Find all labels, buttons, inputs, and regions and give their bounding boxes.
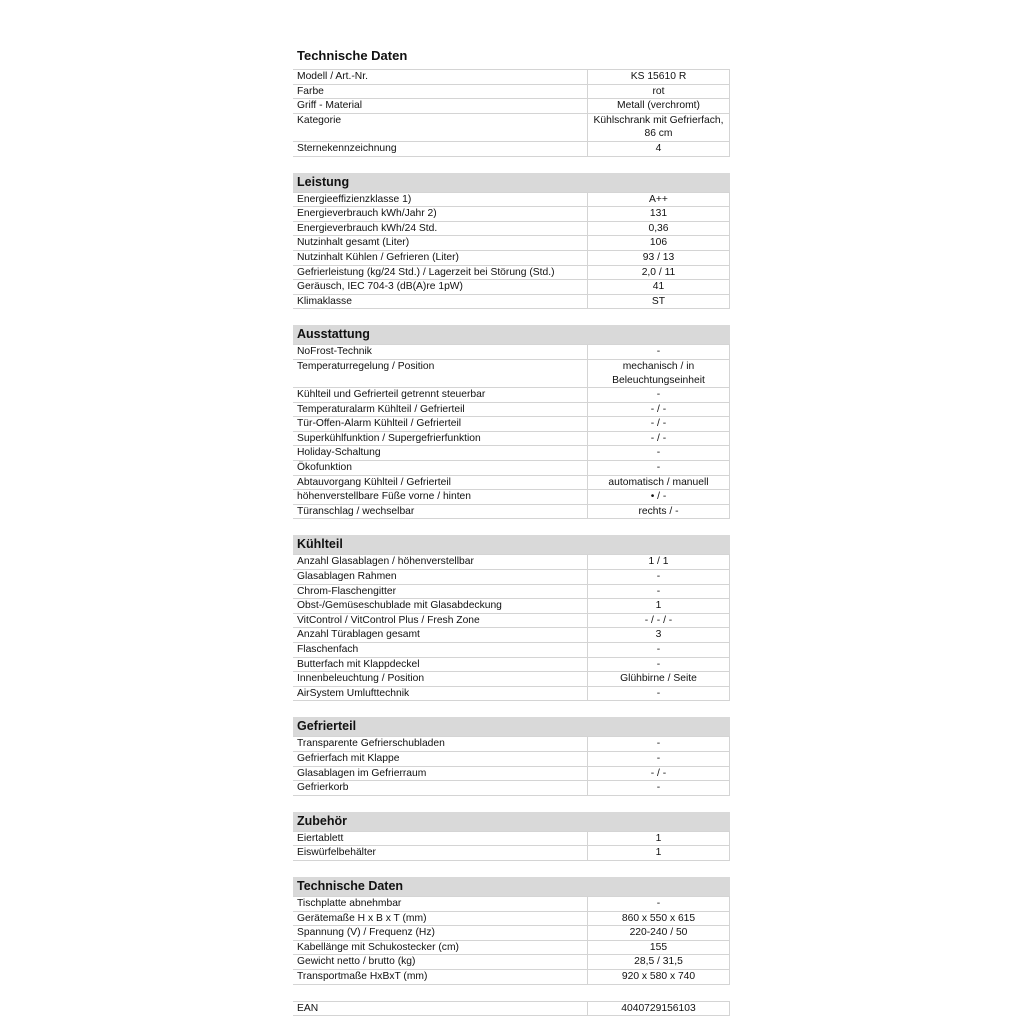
row-value: rot: [588, 84, 730, 99]
row-value: 106: [588, 236, 730, 251]
row-label: Eiertablett: [293, 831, 588, 846]
row-label: Griff - Material: [293, 99, 588, 114]
row-label: Transparente Gefrierschubladen: [293, 737, 588, 752]
spec-table: [293, 554, 730, 701]
table-row: [293, 236, 730, 251]
row-label: Nutzinhalt gesamt (Liter): [293, 236, 588, 251]
ean-value: 4040729156103: [588, 1001, 730, 1016]
row-label: Temperaturregelung / Position: [293, 359, 588, 387]
section-3: [293, 535, 730, 701]
row-label: Türanschlag / wechselbar: [293, 504, 588, 519]
row-label: Nutzinhalt Kühlen / Gefrieren (Liter): [293, 250, 588, 265]
row-value: -: [588, 751, 730, 766]
spec-table: [293, 69, 730, 157]
table-row: [293, 766, 730, 781]
section-heading: Zubehör: [293, 812, 730, 831]
row-label: Chrom-Flaschengitter: [293, 584, 588, 599]
section-5: [293, 812, 730, 861]
row-value: • / -: [588, 490, 730, 505]
table-row: [293, 643, 730, 658]
row-value: -: [588, 657, 730, 672]
table-row: [293, 141, 730, 156]
table-row: [293, 657, 730, 672]
row-label: Flaschenfach: [293, 643, 588, 658]
table-row: [293, 911, 730, 926]
table-row: [293, 475, 730, 490]
row-label: Farbe: [293, 84, 588, 99]
row-label: NoFrost-Technik: [293, 345, 588, 360]
row-value: mechanisch / in Beleuchtungseinheit: [588, 359, 730, 387]
table-row: [293, 207, 730, 222]
row-label: höhenverstellbare Füße vorne / hinten: [293, 490, 588, 505]
page-title: Technische Daten: [297, 48, 408, 63]
table-row: [293, 955, 730, 970]
table-row: [293, 751, 730, 766]
section-heading: Technische Daten: [293, 877, 730, 896]
row-label: Energieverbrauch kWh/Jahr 2): [293, 207, 588, 222]
table-row: [293, 192, 730, 207]
table-row: [293, 846, 730, 861]
table-row: [293, 504, 730, 519]
section-heading: Gefrierteil: [293, 717, 730, 736]
row-value: 28,5 / 31,5: [588, 955, 730, 970]
row-label: Sternekennzeichnung: [293, 141, 588, 156]
row-value: 131: [588, 207, 730, 222]
row-value: 41: [588, 280, 730, 295]
spec-table: [293, 831, 730, 861]
section-2: [293, 325, 730, 519]
row-label: AirSystem Umlufttechnik: [293, 686, 588, 701]
row-value: KS 15610 R: [588, 70, 730, 85]
sections-container: [293, 69, 730, 985]
table-row: [293, 417, 730, 432]
row-value: - / -: [588, 417, 730, 432]
section-4: [293, 717, 730, 795]
row-value: 920 x 580 x 740: [588, 969, 730, 984]
row-value: - / -: [588, 431, 730, 446]
table-row: [293, 1001, 730, 1016]
table-row: [293, 672, 730, 687]
row-value: Glühbirne / Seite: [588, 672, 730, 687]
row-value: 3: [588, 628, 730, 643]
row-value: - / -: [588, 766, 730, 781]
table-row: [293, 969, 730, 984]
ean-label: EAN: [293, 1001, 588, 1016]
table-row: [293, 555, 730, 570]
table-row: [293, 584, 730, 599]
table-row: [293, 99, 730, 114]
row-label: Ökofunktion: [293, 461, 588, 476]
row-label: Modell / Art.-Nr.: [293, 70, 588, 85]
table-row: [293, 461, 730, 476]
table-row: [293, 831, 730, 846]
row-value: 155: [588, 940, 730, 955]
row-value: - / - / -: [588, 613, 730, 628]
table-row: [293, 388, 730, 403]
row-value: -: [588, 737, 730, 752]
section-6: [293, 877, 730, 985]
row-value: 860 x 550 x 615: [588, 911, 730, 926]
row-value: ST: [588, 294, 730, 309]
table-row: [293, 280, 730, 295]
row-value: 1 / 1: [588, 555, 730, 570]
row-value: Metall (verchromt): [588, 99, 730, 114]
spec-table: [293, 192, 730, 310]
row-value: automatisch / manuell: [588, 475, 730, 490]
table-row: [293, 250, 730, 265]
table-row: [293, 294, 730, 309]
row-label: Gefrierfach mit Klappe: [293, 751, 588, 766]
row-value: 93 / 13: [588, 250, 730, 265]
spec-sheet: [293, 46, 730, 1016]
row-label: Tischplatte abnehmbar: [293, 896, 588, 911]
table-row: [293, 599, 730, 614]
row-label: Glasablagen im Gefrierraum: [293, 766, 588, 781]
row-value: 4: [588, 141, 730, 156]
row-label: Geräusch, IEC 704-3 (dB(A)re 1pW): [293, 280, 588, 295]
spec-table: [293, 344, 730, 519]
table-row: [293, 70, 730, 85]
ean-table: [293, 1001, 730, 1017]
table-row: [293, 359, 730, 387]
row-value: -: [588, 388, 730, 403]
row-label: Klimaklasse: [293, 294, 588, 309]
table-row: [293, 84, 730, 99]
section-heading: Leistung: [293, 173, 730, 192]
row-label: Anzahl Türablagen gesamt: [293, 628, 588, 643]
row-label: Glasablagen Rahmen: [293, 570, 588, 585]
row-value: rechts / -: [588, 504, 730, 519]
row-label: Innenbeleuchtung / Position: [293, 672, 588, 687]
table-row: [293, 896, 730, 911]
table-row: [293, 402, 730, 417]
row-value: -: [588, 781, 730, 796]
row-value: Kühlschrank mit Gefrierfach, 86 cm: [588, 113, 730, 141]
row-value: -: [588, 686, 730, 701]
table-row: [293, 431, 730, 446]
row-label: Gefrierkorb: [293, 781, 588, 796]
row-value: 2,0 / 11: [588, 265, 730, 280]
section-heading: Kühlteil: [293, 535, 730, 554]
table-row: [293, 628, 730, 643]
row-value: -: [588, 461, 730, 476]
row-value: 220-240 / 50: [588, 926, 730, 941]
table-row: [293, 570, 730, 585]
row-label: Energieverbrauch kWh/24 Std.: [293, 221, 588, 236]
table-row: [293, 221, 730, 236]
table-row: [293, 345, 730, 360]
row-label: VitControl / VitControl Plus / Fresh Zone: [293, 613, 588, 628]
row-value: 1: [588, 831, 730, 846]
row-label: Eiswürfelbehälter: [293, 846, 588, 861]
row-value: A++: [588, 192, 730, 207]
table-row: [293, 940, 730, 955]
row-value: 0,36: [588, 221, 730, 236]
row-label: Gewicht netto / brutto (kg): [293, 955, 588, 970]
table-row: [293, 490, 730, 505]
row-value: -: [588, 896, 730, 911]
row-label: Holiday-Schaltung: [293, 446, 588, 461]
row-value: - / -: [588, 402, 730, 417]
row-value: -: [588, 345, 730, 360]
row-label: Kühlteil und Gefrierteil getrennt steuerbar: [293, 388, 588, 403]
row-label: Temperaturalarm Kühlteil / Gefrierteil: [293, 402, 588, 417]
section-heading: Ausstattung: [293, 325, 730, 344]
row-label: Spannung (V) / Frequenz (Hz): [293, 926, 588, 941]
row-label: Energieeffizienzklasse 1): [293, 192, 588, 207]
row-value: -: [588, 446, 730, 461]
row-value: -: [588, 643, 730, 658]
row-label: Kategorie: [293, 113, 588, 141]
row-label: Superkühlfunktion / Supergefrierfunktion: [293, 431, 588, 446]
row-label: Abtauvorgang Kühlteil / Gefrierteil: [293, 475, 588, 490]
table-row: [293, 113, 730, 141]
section-1: [293, 173, 730, 310]
row-label: Kabellänge mit Schukostecker (cm): [293, 940, 588, 955]
table-row: [293, 737, 730, 752]
spec-table: [293, 896, 730, 985]
row-value: -: [588, 570, 730, 585]
table-row: [293, 265, 730, 280]
spec-table: [293, 736, 730, 795]
table-row: [293, 926, 730, 941]
table-row: [293, 686, 730, 701]
row-label: Obst-/Gemüseschublade mit Glasabdeckung: [293, 599, 588, 614]
table-row: [293, 613, 730, 628]
row-value: -: [588, 584, 730, 599]
row-label: Tür-Offen-Alarm Kühlteil / Gefrierteil: [293, 417, 588, 432]
table-row: [293, 446, 730, 461]
row-value: 1: [588, 599, 730, 614]
row-label: Anzahl Glasablagen / höhenverstellbar: [293, 555, 588, 570]
row-label: Gerätemaße H x B x T (mm): [293, 911, 588, 926]
row-label: Gefrierleistung (kg/24 Std.) / Lagerzeit bei Störung (Std.): [293, 265, 588, 280]
section-0: [293, 69, 730, 157]
table-row: [293, 781, 730, 796]
row-label: Butterfach mit Klappdeckel: [293, 657, 588, 672]
row-value: 1: [588, 846, 730, 861]
row-label: Transportmaße HxBxT (mm): [293, 969, 588, 984]
